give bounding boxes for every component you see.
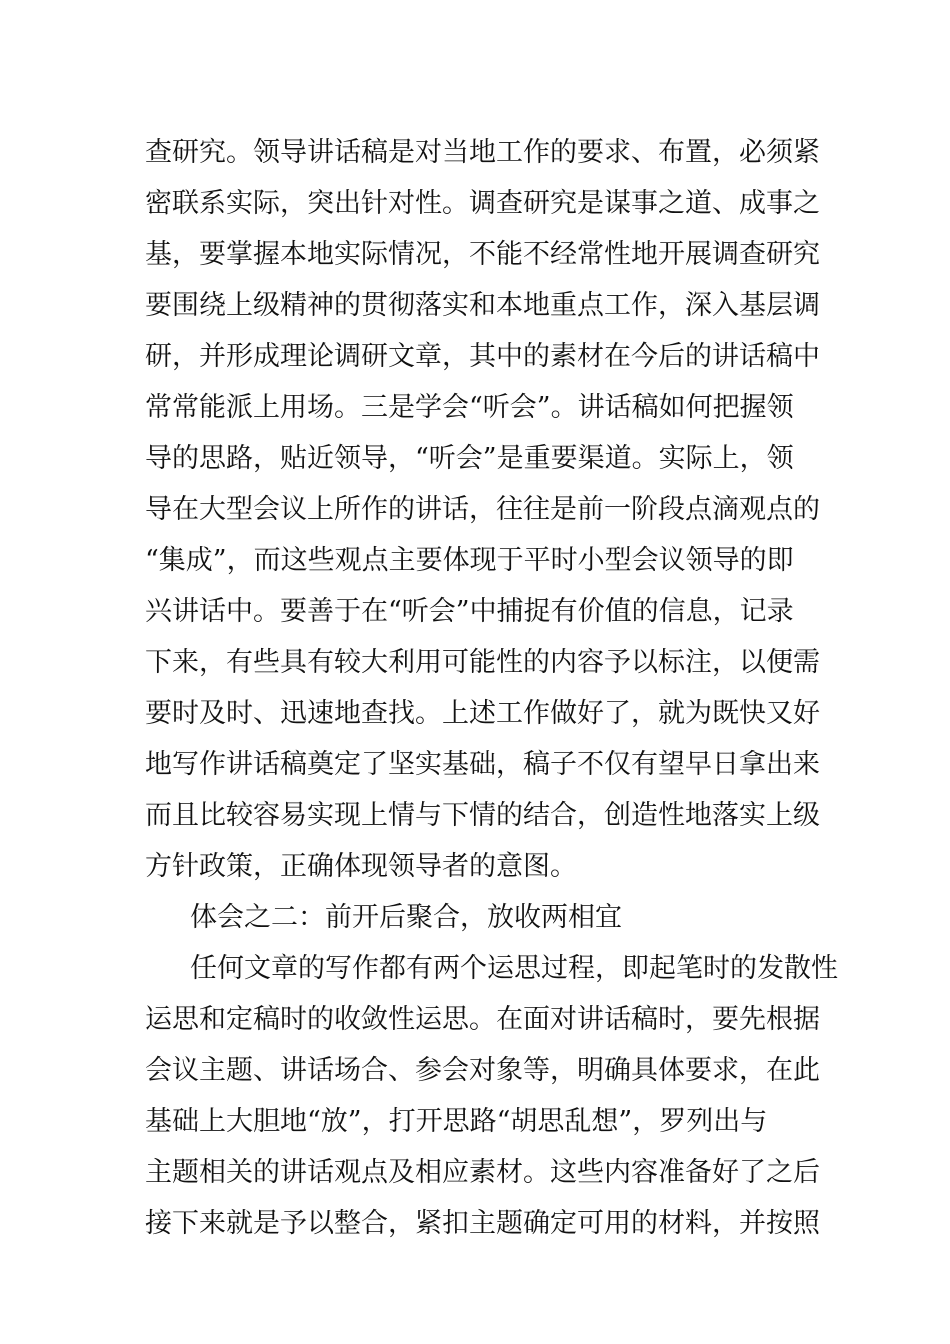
text-line: 研，并形成理论调研文章，其中的素材在今后的讲话稿中: [145, 341, 820, 372]
section-heading: 体会之二：前开后聚合，放收两相宜: [190, 902, 622, 933]
text-line: 要围绕上级精神的贯彻落实和本地重点工作，深入基层调: [145, 290, 820, 321]
text-line: 地写作讲话稿奠定了坚实基础，稿子不仅有望早日拿出来: [145, 749, 820, 780]
text-line: 方针政策，正确体现领导者的意图。: [145, 851, 577, 882]
text-line: 会议主题、讲话场合、参会对象等，明确具体要求，在此: [145, 1055, 820, 1086]
text-line: “集成”，而这些观点主要体现于平时小型会议领导的即: [145, 545, 794, 576]
text-line: 基，要掌握本地实际情况，不能不经常性地开展调查研究: [145, 239, 820, 270]
text-line: 运思和定稿时的收敛性运思。在面对讲话稿时，要先根据: [145, 1004, 820, 1035]
text-line: 要时及时、迅速地查找。上述工作做好了，就为既快又好: [145, 698, 820, 729]
text-line: 导的思路，贴近领导，“听会”是重要渠道。实际上，领: [145, 443, 794, 474]
text-line: 兴讲话中。要善于在“听会”中捕捉有价值的信息，记录: [145, 596, 794, 627]
text-line: 下来，有些具有较大利用可能性的内容予以标注，以便需: [145, 647, 820, 678]
text-line: 任何文章的写作都有两个运思过程，即起笔时的发散性: [190, 953, 838, 984]
text-line: 密联系实际，突出针对性。调查研究是谋事之道、成事之: [145, 188, 820, 219]
text-line: 导在大型会议上所作的讲话，往往是前一阶段点滴观点的: [145, 494, 820, 525]
text-line: 常常能派上用场。三是学会“听会”。讲话稿如何把握领: [145, 392, 794, 423]
text-line: 主题相关的讲话观点及相应素材。这些内容准备好了之后: [145, 1157, 820, 1188]
text-line: 查研究。领导讲话稿是对当地工作的要求、布置，必须紧: [145, 137, 820, 168]
text-line: 而且比较容易实现上情与下情的结合，创造性地落实上级: [145, 800, 820, 831]
text-line: 接下来就是予以整合，紧扣主题确定可用的材料，并按照: [145, 1208, 820, 1239]
text-line: 基础上大胆地“放”，打开思路“胡思乱想”，罗列出与: [145, 1106, 768, 1137]
